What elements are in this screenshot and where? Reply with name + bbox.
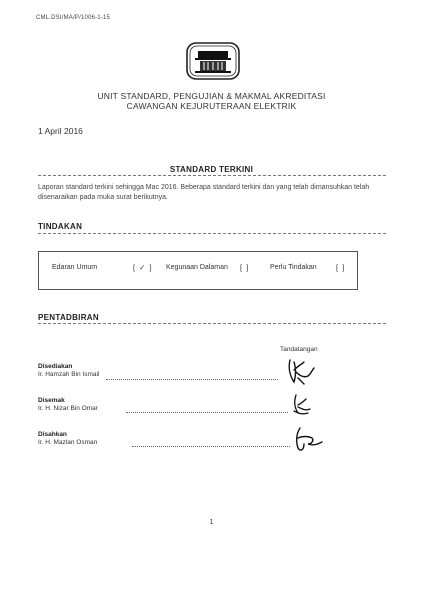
- signature-disediakan: [284, 356, 318, 386]
- option-kegunaan-dalaman-label: Kegunaan Dalaman: [166, 264, 228, 271]
- name-disediakan: Ir. Hamzah Bin Ismail: [38, 371, 100, 378]
- org-line-1: UNIT STANDARD, PENGUJIAN & MAKMAL AKREDITASI: [97, 91, 326, 101]
- option-edaran-umum-label: Edaran Umum: [52, 264, 98, 271]
- signature-line: [126, 412, 288, 413]
- name-disemak: Ir. H. Nizar Bin Omar: [38, 405, 98, 412]
- document-date: 1 April 2016: [38, 126, 83, 136]
- role-disediakan: Disediakan: [38, 363, 73, 370]
- option-perlu-tindakan-checkbox: [ ]: [336, 263, 346, 272]
- tindakan-rule: [38, 233, 386, 234]
- page-number: 1: [209, 519, 214, 526]
- option-edaran-umum-checkbox: [ ✓ ]: [133, 263, 153, 272]
- signature-disemak: [288, 393, 314, 417]
- role-disahkan: Disahkan: [38, 431, 67, 438]
- signature-line: [132, 446, 290, 447]
- jkr-logo: [186, 42, 240, 80]
- role-disemak: Disemak: [38, 397, 65, 404]
- signature-column-header: Tandatangan: [280, 346, 318, 353]
- intro-paragraph: Laporan standard terkini sehingga Mac 2016. Beberapa standard terkini dan yang telah dimansuhkan telah disenaraikan pada muka surat berikutnya.: [38, 184, 370, 201]
- tindakan-heading: TINDAKAN: [38, 222, 83, 231]
- option-perlu-tindakan-label: Perlu Tindakan: [270, 264, 317, 271]
- pentadbiran-heading: PENTADBIRAN: [38, 313, 99, 322]
- signature-line: [106, 379, 278, 380]
- pentadbiran-rule: [38, 323, 386, 324]
- document-title: STANDARD TERKINI: [169, 165, 254, 174]
- name-disahkan: Ir. H. Mazlan Osman: [38, 439, 98, 446]
- signature-disahkan: [290, 424, 324, 454]
- document-reference: CML.DSI/MA/P/1006-1-15: [36, 15, 111, 21]
- org-line-2: CAWANGAN KEJURUTERAAN ELEKTRIK: [126, 101, 297, 111]
- option-kegunaan-dalaman-checkbox: [ ]: [240, 263, 250, 272]
- title-rule: [38, 175, 386, 176]
